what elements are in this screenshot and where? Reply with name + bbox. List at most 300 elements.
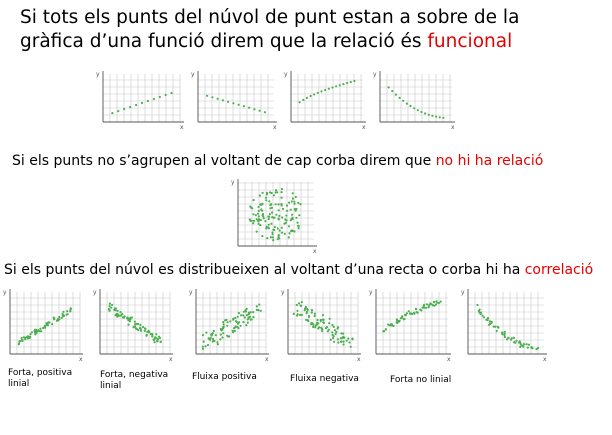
no-relation-plot-point <box>265 227 267 229</box>
strong-negative-plot-point <box>150 333 152 335</box>
strong-nonlinear-plot-point <box>415 308 417 310</box>
no-relation-text <box>12 153 543 169</box>
weak-positive-plot-point <box>249 316 251 318</box>
no-relation-plot-point <box>256 231 258 233</box>
weak-positive-plot-point <box>244 316 246 318</box>
no-relation-plot <box>230 176 320 254</box>
weak-positive-plot-point <box>217 343 219 345</box>
strong-negative-plot-point <box>148 331 150 333</box>
weak-positive-plot-point <box>256 305 258 307</box>
title <box>20 6 600 54</box>
weak-positive-plot-point <box>234 317 236 319</box>
functional-plot-3 <box>283 68 369 130</box>
nonlinear-negative-plot-point <box>519 346 521 348</box>
functional-plot-3-point <box>306 97 308 99</box>
no-relation-plot-point <box>255 214 257 216</box>
weak-negative-plot-point <box>301 301 303 303</box>
functional-plot-1-point <box>135 104 137 106</box>
strong-positive-plot-point <box>44 327 46 329</box>
strong-positive-plot-point <box>58 316 60 318</box>
strong-nonlinear-plot-point <box>397 320 399 322</box>
no-relation-plot-point <box>281 191 283 193</box>
functional-plot-4-point <box>424 112 426 114</box>
strong-positive-plot-point <box>35 332 37 334</box>
nonlinear-negative-plot-y-label: y <box>461 289 465 296</box>
weak-positive-plot-point <box>216 341 218 343</box>
correlation-text-main: Si els punts del núvol es distribueixen al voltant d’una recta o corba hi ha <box>4 262 525 278</box>
strong-negative-plot-point <box>119 311 121 313</box>
functional-plot-1-point <box>111 112 113 114</box>
nonlinear-negative-plot-point <box>480 312 482 314</box>
no-relation-plot-y-label: y <box>231 179 235 186</box>
strong-nonlinear-plot-point <box>419 309 421 311</box>
weak-positive-plot-point <box>222 332 224 334</box>
strong-negative-plot-point <box>113 309 115 311</box>
strong-nonlinear-plot-point <box>403 318 405 320</box>
weak-positive-plot-point <box>235 320 237 322</box>
nonlinear-negative-plot-point <box>476 304 478 306</box>
strong-positive-plot-point <box>19 340 21 342</box>
weak-positive-plot-point <box>210 337 212 339</box>
weak-negative-plot-point <box>328 322 330 324</box>
no-relation-plot-point <box>259 195 261 197</box>
functional-plot-4-point <box>435 116 437 118</box>
no-relation-plot-point <box>288 232 290 234</box>
nonlinear-negative-plot-point <box>514 342 516 344</box>
strong-positive-plot-point <box>39 328 41 330</box>
no-relation-plot-point <box>293 201 295 203</box>
weak-negative-plot-point <box>322 314 324 316</box>
weak-positive-plot-point <box>221 328 223 330</box>
weak-positive-plot-point <box>215 334 217 336</box>
no-relation-plot-point <box>253 220 255 222</box>
functional-plot-1-x-label: x <box>180 124 184 130</box>
weak-negative-plot-point <box>322 321 324 323</box>
weak-positive-plot-point <box>203 341 205 343</box>
strong-negative-plot-point <box>120 314 122 316</box>
weak-negative-plot-point <box>308 315 310 317</box>
no-relation-plot-point <box>280 203 282 205</box>
weak-negative-plot-point <box>326 326 328 328</box>
title-line-1: Si tots els punts del núvol de punt estan a sobre de la <box>20 7 520 28</box>
weak-negative-plot-point <box>320 320 322 322</box>
no-relation-plot-point <box>273 194 275 196</box>
functional-plot-4-x-label: x <box>451 124 455 130</box>
no-relation-plot-point <box>267 226 269 228</box>
no-relation-plot-point <box>269 207 271 209</box>
weak-negative-plot-point <box>351 338 353 340</box>
weak-positive-plot-point <box>234 330 236 332</box>
no-relation-plot-point <box>275 203 277 205</box>
nonlinear-negative-plot-point <box>504 336 506 338</box>
strong-negative-plot-point <box>142 326 144 328</box>
strong-positive-plot-point <box>51 323 53 325</box>
nonlinear-negative-plot-svg <box>460 286 550 362</box>
weak-negative-plot-point <box>304 309 306 311</box>
weak-positive-plot-point <box>242 314 244 316</box>
strong-nonlinear-plot-x-label: x <box>447 356 451 362</box>
strong-negative-plot-grid <box>100 292 170 354</box>
no-relation-plot-point <box>266 192 268 194</box>
functional-highlight: funcional <box>427 31 513 52</box>
weak-positive-plot-point <box>205 332 207 334</box>
strong-negative-plot-point <box>129 320 131 322</box>
no-relation-plot-point <box>295 196 297 198</box>
functional-plot-3-point <box>339 84 341 86</box>
weak-positive-plot-point <box>243 311 245 313</box>
strong-positive-plot-point <box>62 311 64 313</box>
no-relation-plot-point <box>268 218 270 220</box>
weak-positive-plot-point <box>260 310 262 312</box>
functional-plot-3-point <box>350 81 352 83</box>
no-relation-plot-point <box>298 214 300 216</box>
no-relation-plot-point <box>271 212 273 214</box>
no-relation-plot-point <box>270 203 272 205</box>
caption-weak-positive: Fluixa positiva <box>192 372 257 382</box>
weak-negative-plot-point <box>305 306 307 308</box>
functional-plot-1-point <box>117 110 119 112</box>
no-relation-plot-point <box>272 233 274 235</box>
no-relation-plot-point <box>286 219 288 221</box>
strong-positive-plot <box>2 286 86 362</box>
weak-negative-plot-point <box>333 326 335 328</box>
no-relation-plot-point <box>252 213 254 215</box>
strong-negative-plot-point <box>109 305 111 307</box>
strong-negative-plot-point <box>154 341 156 343</box>
weak-positive-plot-x-label: x <box>265 356 269 362</box>
nonlinear-negative-plot-point <box>513 337 515 339</box>
strong-negative-plot-point <box>135 327 137 329</box>
strong-negative-plot-point <box>124 315 126 317</box>
nonlinear-negative-plot-point <box>528 344 530 346</box>
no-relation-plot-point <box>281 216 283 218</box>
no-relation-text-main: Si els punts no s’agrupen al voltant de cap corba direm que <box>12 153 436 169</box>
nonlinear-negative-plot-point <box>526 343 528 345</box>
functional-plot-2-point <box>264 111 266 113</box>
strong-nonlinear-plot-point <box>404 314 406 316</box>
weak-negative-plot-point <box>330 339 332 341</box>
strong-positive-plot-point <box>69 310 71 312</box>
weak-negative-plot-point <box>348 341 350 343</box>
functional-plot-2-point <box>227 101 229 103</box>
weak-positive-plot-point <box>244 309 246 311</box>
weak-positive-plot-point <box>229 320 231 322</box>
functional-plot-3-point <box>317 92 319 94</box>
weak-positive-plot-point <box>247 318 249 320</box>
no-relation-plot-point <box>258 215 260 217</box>
strong-negative-plot-point <box>115 314 117 316</box>
weak-positive-plot-point <box>228 335 230 337</box>
no-relation-highlight: no hi ha relació <box>435 153 544 169</box>
weak-negative-plot-point <box>328 329 330 331</box>
no-relation-plot-point <box>295 217 297 219</box>
weak-positive-plot-point <box>245 324 247 326</box>
functional-plot-3-point <box>313 93 315 95</box>
no-relation-plot-point <box>292 198 294 200</box>
nonlinear-negative-plot-point <box>519 342 521 344</box>
caption-weak-negative: Fluixa negativa <box>290 374 359 384</box>
nonlinear-negative-plot-point <box>523 343 525 345</box>
weak-negative-plot-point <box>293 313 295 315</box>
no-relation-plot-point <box>294 203 296 205</box>
strong-positive-plot-point <box>53 317 55 319</box>
weak-negative-plot-point <box>307 320 309 322</box>
weak-negative-plot-point <box>337 328 339 330</box>
no-relation-plot-point <box>272 236 274 238</box>
functional-plot-1-point <box>165 94 167 96</box>
no-relation-plot-point <box>268 224 270 226</box>
weak-negative-plot-point <box>337 338 339 340</box>
weak-negative-plot-point <box>331 324 333 326</box>
no-relation-plot-point <box>286 210 288 212</box>
strong-negative-plot-point <box>109 303 111 305</box>
no-relation-plot-point <box>277 227 279 229</box>
nonlinear-negative-plot-x-label: x <box>543 356 547 362</box>
correlation-text <box>4 262 593 278</box>
no-relation-plot-point <box>285 215 287 217</box>
no-relation-plot-point <box>272 239 274 241</box>
no-relation-plot-point <box>293 230 295 232</box>
no-relation-plot-point <box>261 210 263 212</box>
nonlinear-negative-plot-point <box>487 317 489 319</box>
functional-plot-3-point <box>302 99 304 101</box>
no-relation-plot-point <box>261 235 263 237</box>
functional-plot-2-point <box>222 99 224 101</box>
weak-positive-plot-point <box>202 348 204 350</box>
no-relation-plot-point <box>271 192 273 194</box>
weak-positive-plot-point <box>224 319 226 321</box>
weak-positive-plot-point <box>237 316 239 318</box>
functional-plot-4-point <box>439 116 441 118</box>
weak-negative-plot-svg <box>280 286 364 362</box>
no-relation-plot-point <box>249 218 251 220</box>
caption-strong-negative: Forta, negativa linial <box>100 370 169 391</box>
strong-positive-plot-point <box>66 314 68 316</box>
functional-plot-2-point <box>238 104 240 106</box>
weak-negative-plot-point <box>323 319 325 321</box>
weak-negative-plot-point <box>300 305 302 307</box>
caption-strong-positive: Forta, positiva linial <box>8 368 73 389</box>
no-relation-plot-point <box>291 214 293 216</box>
weak-negative-plot-point <box>296 310 298 312</box>
strong-negative-plot-point <box>117 310 119 312</box>
weak-positive-plot-point <box>248 312 250 314</box>
strong-positive-plot-point <box>29 336 31 338</box>
functional-plot-2-y-label: y <box>191 71 195 78</box>
weak-negative-plot-point <box>314 313 316 315</box>
weak-negative-plot-point <box>333 335 335 337</box>
no-relation-plot-svg <box>230 176 320 254</box>
weak-positive-plot <box>188 286 272 362</box>
strong-negative-plot-point <box>154 337 156 339</box>
functional-plot-2-point <box>206 95 208 97</box>
weak-negative-plot-point <box>320 327 322 329</box>
strong-negative-plot-point <box>159 341 161 343</box>
strong-nonlinear-plot-point <box>428 305 430 307</box>
weak-positive-plot-svg <box>188 286 272 362</box>
weak-positive-plot-point <box>237 327 239 329</box>
functional-plot-3-grid <box>291 74 363 122</box>
strong-negative-plot-point <box>145 335 147 337</box>
nonlinear-negative-plot-point <box>511 337 513 339</box>
strong-nonlinear-plot-point <box>382 330 384 332</box>
strong-negative-plot-point <box>127 324 129 326</box>
functional-plot-4 <box>372 68 458 130</box>
weak-positive-plot-point <box>240 325 242 327</box>
no-relation-plot-point <box>282 208 284 210</box>
functional-plot-3-svg <box>283 68 369 130</box>
weak-positive-plot-point <box>227 321 229 323</box>
strong-positive-plot-point <box>31 331 33 333</box>
functional-plot-4-point <box>417 109 419 111</box>
no-relation-plot-point <box>262 192 264 194</box>
weak-positive-plot-point <box>233 327 235 329</box>
weak-positive-plot-point <box>223 323 225 325</box>
functional-plot-1-point <box>123 108 125 110</box>
no-relation-plot-point <box>259 203 261 205</box>
strong-nonlinear-plot-point <box>392 325 394 327</box>
strong-negative-plot-point <box>128 318 130 320</box>
weak-positive-plot-point <box>232 331 234 333</box>
no-relation-plot-point <box>290 230 292 232</box>
functional-plot-2-point <box>253 108 255 110</box>
strong-negative-plot-point <box>156 340 158 342</box>
strong-positive-plot-point <box>24 338 26 340</box>
functional-plot-2-point <box>211 96 213 98</box>
title-line-2 <box>20 30 600 54</box>
weak-positive-plot-point <box>247 322 249 324</box>
functional-plot-4-point <box>402 100 404 102</box>
strong-positive-plot-point <box>21 337 23 339</box>
title-line-2-text: gràfica d’una funció direm que la relació és <box>20 31 428 52</box>
strong-negative-plot-point <box>134 321 136 323</box>
no-relation-plot-point <box>270 223 272 225</box>
weak-negative-plot-point <box>321 330 323 332</box>
strong-positive-plot-point <box>58 318 60 320</box>
no-relation-plot-point <box>275 214 277 216</box>
no-relation-plot-point <box>253 199 255 201</box>
functional-plot-3-point <box>310 95 312 97</box>
strong-nonlinear-plot-point <box>411 313 413 315</box>
strong-nonlinear-plot-point <box>389 324 391 326</box>
weak-negative-plot-point <box>346 340 348 342</box>
strong-negative-plot-point <box>116 316 118 318</box>
nonlinear-negative-plot <box>460 286 550 362</box>
weak-negative-plot-point <box>296 315 298 317</box>
no-relation-plot-point <box>278 209 280 211</box>
strong-nonlinear-plot <box>368 286 454 362</box>
weak-negative-plot-point <box>317 322 319 324</box>
no-relation-plot-point <box>268 200 270 202</box>
weak-negative-plot <box>280 286 364 362</box>
functional-plot-3-point <box>353 80 355 82</box>
weak-negative-plot-point <box>296 304 298 306</box>
functional-plot-3-x-label: x <box>362 124 366 130</box>
weak-positive-plot-point <box>252 316 254 318</box>
no-relation-plot-point <box>300 203 302 205</box>
strong-negative-plot-point <box>159 337 161 339</box>
no-relation-plot-point <box>281 232 283 234</box>
strong-nonlinear-plot-svg <box>368 286 454 362</box>
weak-positive-plot-grid <box>196 292 266 354</box>
functional-plot-3-point <box>342 83 344 85</box>
no-relation-plot-point <box>291 217 293 219</box>
weak-negative-plot-point <box>335 331 337 333</box>
no-relation-plot-point <box>269 213 271 215</box>
weak-negative-plot-point <box>350 346 352 348</box>
weak-negative-plot-point <box>342 343 344 345</box>
no-relation-plot-point <box>265 197 267 199</box>
strong-negative-plot-y-label: y <box>93 289 97 296</box>
correlation-highlight: correlació <box>524 262 594 278</box>
weak-positive-plot-point <box>202 346 204 348</box>
functional-plot-1-svg <box>95 68 187 130</box>
strong-positive-plot-point <box>61 317 63 319</box>
strong-nonlinear-plot-y-label: y <box>369 289 373 296</box>
strong-nonlinear-plot-point <box>425 307 427 309</box>
nonlinear-negative-plot-point <box>481 315 483 317</box>
no-relation-plot-point <box>286 205 288 207</box>
strong-positive-plot-point <box>26 335 28 337</box>
functional-plot-1-grid <box>103 74 181 122</box>
strong-nonlinear-plot-point <box>423 305 425 307</box>
weak-negative-plot-point <box>342 333 344 335</box>
weak-positive-plot-point <box>257 309 259 311</box>
strong-negative-plot-point <box>144 328 146 330</box>
functional-plot-4-point <box>428 114 430 116</box>
weak-positive-plot-point <box>213 330 215 332</box>
weak-negative-plot-x-label: x <box>357 356 361 362</box>
weak-negative-plot-point <box>340 341 342 343</box>
weak-positive-plot-point <box>222 321 224 323</box>
functional-plot-1-point <box>141 102 143 104</box>
nonlinear-negative-plot-point <box>522 346 524 348</box>
no-relation-plot-point <box>296 222 298 224</box>
nonlinear-negative-plot-point <box>537 347 539 349</box>
strong-positive-plot-point <box>47 324 49 326</box>
no-relation-plot-point <box>275 191 277 193</box>
strong-positive-plot-point <box>62 315 64 317</box>
no-relation-plot-point <box>249 205 251 207</box>
functional-plot-3-point <box>324 89 326 91</box>
nonlinear-negative-plot-point <box>496 330 498 332</box>
weak-positive-plot-point <box>212 340 214 342</box>
strong-negative-plot-point <box>157 338 159 340</box>
no-relation-plot-point <box>266 237 268 239</box>
functional-plot-4-svg <box>372 68 458 130</box>
strong-positive-plot-point <box>18 342 20 344</box>
weak-positive-plot-point <box>252 311 254 313</box>
weak-negative-plot-point <box>301 314 303 316</box>
no-relation-plot-point <box>278 234 280 236</box>
strong-positive-plot-point <box>48 321 50 323</box>
no-relation-plot-point <box>261 203 263 205</box>
strong-positive-plot-point <box>29 333 31 335</box>
weak-negative-plot-point <box>306 312 308 314</box>
functional-plot-1-point <box>147 100 149 102</box>
weak-negative-plot-point <box>343 337 345 339</box>
strong-negative-plot-point <box>144 330 146 332</box>
functional-plot-2-svg <box>190 68 280 130</box>
functional-plot-3-point <box>328 88 330 90</box>
nonlinear-negative-plot-point <box>527 347 529 349</box>
strong-negative-plot-point <box>140 328 142 330</box>
no-relation-plot-point <box>264 220 266 222</box>
functional-plot-2-grid <box>198 74 274 122</box>
weak-negative-plot-point <box>347 338 349 340</box>
strong-negative-plot-svg <box>92 286 176 362</box>
no-relation-plot-point <box>262 214 264 216</box>
